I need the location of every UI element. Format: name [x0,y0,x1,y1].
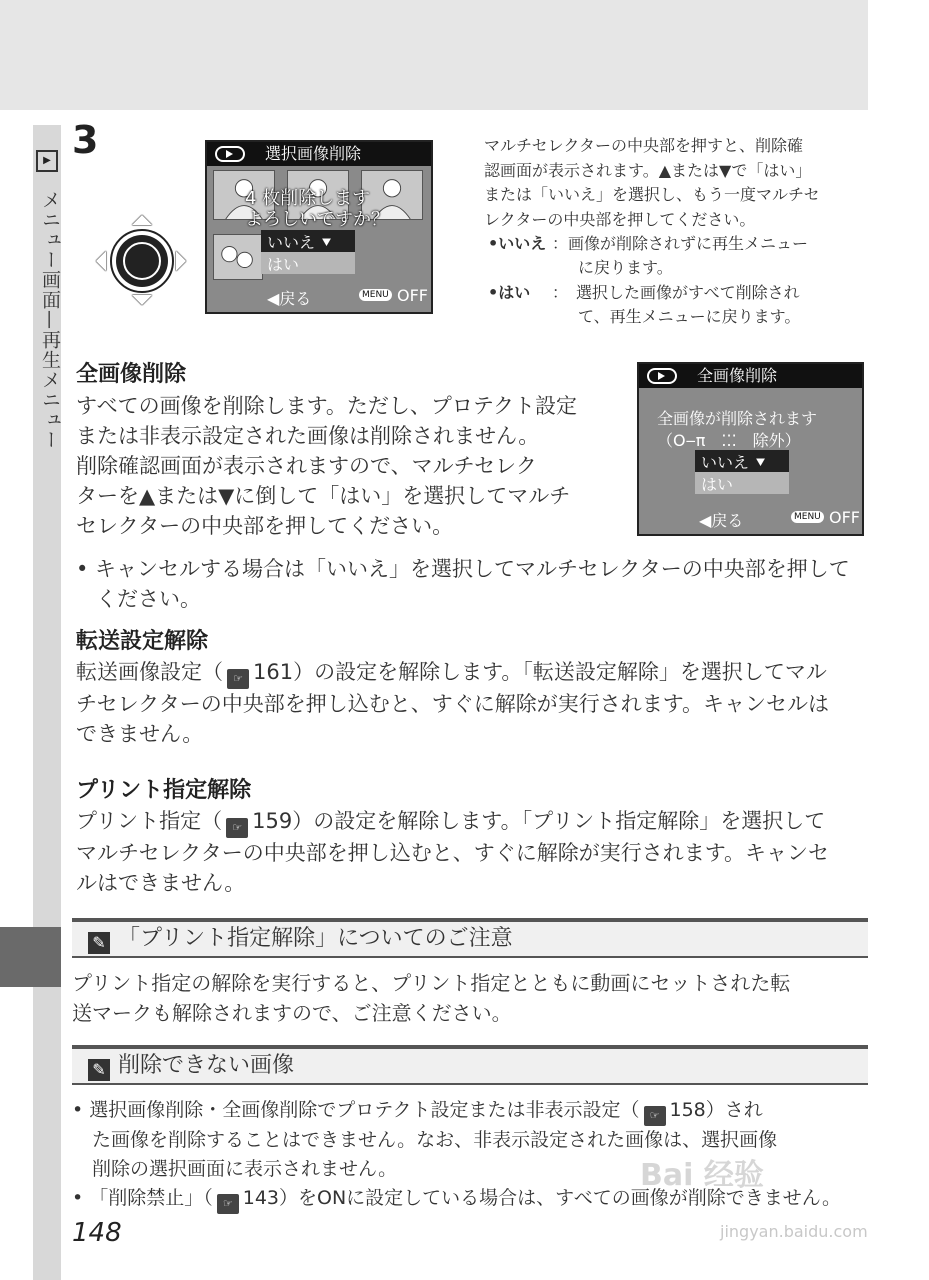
paragraph-text: プリント指定（ [76,809,223,833]
off-label: OFF [397,286,428,305]
paragraph-line: または非表示設定された画像は削除されません。 [76,424,540,448]
lcd-title-bar [639,364,862,388]
bullet-line: た画像を削除することはできません。なお、非表示設定された画像は、選択画像 [92,1129,778,1151]
note-title-bar [72,922,868,956]
section-heading-print: プリント指定解除 [76,778,252,803]
page-ref-icon: ☞ [644,1106,666,1126]
watermark-url: jingyan.baidu.com [720,1222,868,1241]
bullet-text: ）され [705,1099,763,1121]
page-ref[interactable]: 159 [252,809,293,833]
paragraph-text: 転送画像設定（ [76,660,223,684]
paragraph-line: チセレクターの中央部を押し込むと、すぐに解除が実行されます。キャンセルは [76,692,830,716]
bullet-text: • 「削除禁止」（ [72,1187,213,1209]
section-heading-delete-all: 全画像削除 [76,362,187,387]
pointer-icon: ⯆ [320,233,333,252]
step-number: 3 [72,118,99,162]
note-pencil-icon: ✎ [88,932,110,954]
section-tab-marker [0,927,61,987]
paragraph-line: できません。 [76,722,204,746]
playback-icon [647,368,677,384]
arrow-left-icon [96,251,106,271]
term-yes: •はい [488,283,531,302]
playback-icon [215,146,245,162]
playback-menu-icon: ▶ [36,150,58,172]
term-no-desc: ：画像が削除されずに再生メニュー [552,234,809,253]
step-text-line: レクターの中央部を押してください。 [484,209,756,229]
paragraph-text: ）の設定を解除します。「転送設定解除」を選択してマル [293,660,827,684]
option-yes[interactable]: はい [695,472,789,494]
page-ref-icon: ☞ [227,669,249,689]
paragraph-text: ）の設定を解除します。「プリント指定解除」を選択して [292,809,826,833]
sidebar-section-label: メニュー画面—再生メニュー [39,190,61,450]
arrow-right-icon [176,251,186,271]
option-no[interactable]: いいえ ⯆ [261,230,355,252]
note-title: 「プリント指定解除」についてのご注意 [118,926,513,951]
page-ref[interactable]: 158 [669,1099,706,1121]
paragraph-line: ルはできません。 [76,871,246,895]
term-yes-desc: て、再生メニューに戻ります。 [578,307,801,326]
page-ref-icon: ☞ [226,818,248,838]
arrow-up-icon [132,215,152,225]
paragraph-line: すべての画像を削除します。ただし、プロテクト設定 [76,394,578,418]
multi-selector-icon [96,215,188,307]
term-yes-desc: ： 選択した画像がすべて削除され [552,283,800,302]
page-number: 148 [72,1218,122,1248]
lcd-selected-delete-screen [205,140,433,314]
confirm-overlay-line2: よろしいですか？ [245,209,389,230]
paragraph-line: 削除確認画面が表示されますので、マルチセレク [76,454,537,478]
lcd-delete-all-screen [637,362,864,536]
option-yes[interactable]: はい [261,252,355,274]
off-label: OFF [829,508,860,527]
lcd-title-bar [207,142,431,166]
term-no-desc: に戻ります。 [578,258,673,277]
page-ref[interactable]: 161 [253,660,294,684]
step-text-line: マルチセレクターの中央部を押すと、削除確 [484,136,804,155]
back-label: ◀戻る [699,511,744,530]
section-heading-transfer: 転送設定解除 [76,629,209,654]
page-ref-icon: ☞ [217,1194,239,1214]
back-label: ◀戻る [267,289,312,308]
paragraph-line: セレクターの中央部を押してください。 [76,514,454,538]
note-pencil-icon: ✎ [88,1059,110,1081]
bullet-text: ）をONに設定している場合は、すべての画像が削除できません。 [279,1187,841,1209]
note-divider [72,956,868,958]
lcd-message: 全画像が削除されます [657,409,818,428]
confirm-overlay-line1: 4 枚削除します [245,188,371,209]
watermark-logo: Bai 经验 [640,1158,764,1193]
lcd-message: （O‒π ⁚⁚⁚ 除外） [657,431,801,450]
note-line: 送マークも解除されますので、ご注意ください。 [72,1001,512,1025]
bullet-text: • 選択画像削除・全画像削除でプロテクト設定または非表示設定（ [72,1099,640,1121]
bullet-line: 削除の選択画面に表示されません。 [92,1158,398,1180]
menu-badge-icon: MENU [359,289,392,301]
thumbnail [213,234,263,280]
term-no: •いいえ [488,234,547,253]
lcd-title: 全画像削除 [697,366,778,385]
lcd-title: 選択画像削除 [265,144,362,163]
pointer-icon: ⯆ [754,453,767,472]
bullet-line: • キャンセルする場合は「いいえ」を選択してマルチセレクターの中央部を押して [76,557,850,581]
paragraph-line: マルチセレクターの中央部を押し込むと、すぐに解除が実行されます。キャンセ [76,841,830,865]
note-line: プリント指定の解除を実行すると、プリント指定とともに動画にセットされた転 [72,971,791,995]
step-text-line: 認画面が表示されます。▲または▼で「はい」 [484,160,812,180]
note-title: 削除できない画像 [118,1053,295,1078]
page-ref[interactable]: 143 [242,1187,280,1209]
option-no[interactable]: いいえ ⯆ [695,450,789,472]
menu-badge-icon: MENU [791,511,824,523]
header-band [0,0,868,110]
bullet-line: ください。 [96,587,201,611]
paragraph-line: ターを▲または▼に倒して「はい」を選択してマルチ [76,484,571,508]
note-divider [72,1083,868,1085]
arrow-down-icon [132,295,152,305]
step-text-line: または「いいえ」を選択し、もう一度マルチセ [484,185,820,204]
note-title-bar [72,1049,868,1083]
